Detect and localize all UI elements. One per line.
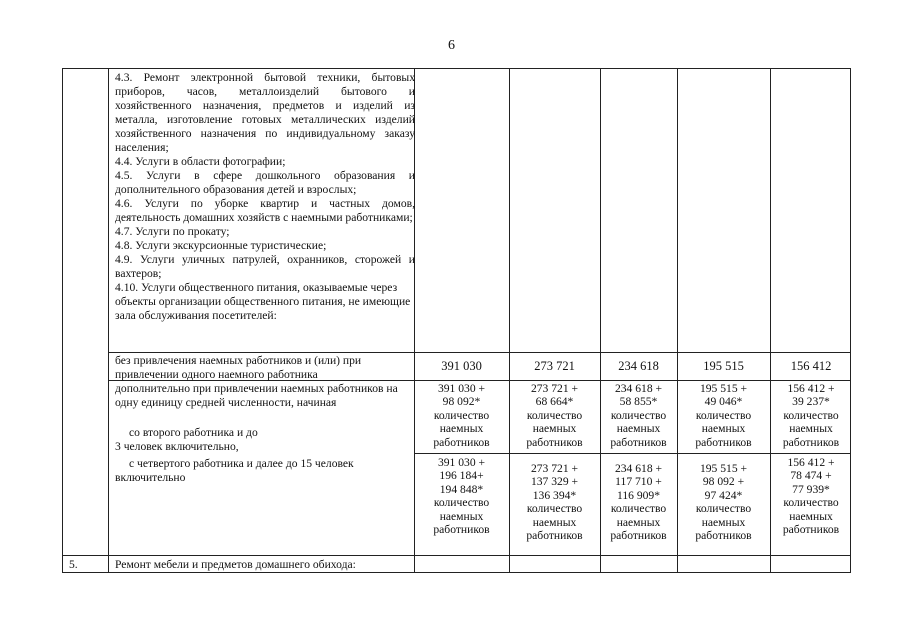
base-row-label: без привлечения наемных работников и (или) при привлечении одного наемного работника xyxy=(115,354,362,381)
service-4-8: 4.8. Услуги экскурсионные туристические; xyxy=(115,239,327,252)
service-4-9: 4.9. Услуги уличных патрулей, охранников, сторожей и вахтеров; xyxy=(115,253,415,280)
service-4-4: 4.4. Услуги в области фотографии; xyxy=(115,155,286,168)
page-number: 6 xyxy=(448,38,455,53)
service-4-6: 4.6. Услуги по уборке квартир и частных домов, деятельность домашних хозяйств с наемными работниками; xyxy=(115,197,415,224)
service-4-5: 4.5. Услуги в сфере дошкольного образования и дополнительного образования детей и взрослых; xyxy=(115,169,415,196)
base-value-3: 234 618 xyxy=(618,359,659,373)
service-4-3: 4.3. Ремонт электронной бытовой техники, бытовых приборов, часов, металлоизделий бытового и хозяйственного назначения, предметов и изделий из металла, изготовление готовых металлических изделий хозяйственного назначения по индивидуальному заказу населения; xyxy=(115,71,415,154)
row-5-label: Ремонт мебели и предметов домашнего обихода: xyxy=(115,558,356,571)
additional-row-label: дополнительно при привлечении наемных работников на одну единицу средней численности, начиная xyxy=(115,382,398,409)
value-cell: 195 515 + 98 092 + 97 424* количество наемных работников xyxy=(695,462,752,543)
base-value-4: 195 515 xyxy=(703,359,744,373)
service-4-10: 4.10. Услуги общественного питания, оказываемые через объекты организации общественного питания, не имеющие зала обслуживания посетителей: xyxy=(115,281,411,322)
additional-subrow-label-b: 3 человек включительно, xyxy=(115,440,239,453)
value-cell: 156 412 + 78 474 + 77 939* количество наемных работников xyxy=(782,456,840,537)
row-5-number: 5. xyxy=(69,558,78,571)
value-cell: 273 721 + 68 664* количество наемных работников xyxy=(526,382,583,449)
tariff-table xyxy=(62,68,851,573)
service-list xyxy=(115,71,415,323)
value-cell: 273 721 + 137 329 + 136 394* количество наемных работников xyxy=(526,462,583,543)
value-cell: 391 030 + 98 092* количество наемных работников xyxy=(433,382,490,449)
additional-subrow-label-c: с четвертого работника и далее до 15 человек включительно xyxy=(115,457,354,484)
value-cell: 234 618 + 58 855* количество наемных работников xyxy=(610,382,667,449)
col-divider xyxy=(108,69,109,572)
row-divider xyxy=(414,453,850,454)
value-cell: 234 618 + 117 710 + 116 909* количество наемных работников xyxy=(610,462,667,543)
base-value-5: 156 412 xyxy=(790,359,832,373)
value-cell: 195 515 + 49 046* количество наемных работников xyxy=(695,382,752,449)
value-cell: 156 412 + 39 237* количество наемных работников xyxy=(782,382,840,449)
row-divider xyxy=(108,352,850,353)
base-value-2: 273 721 xyxy=(534,359,575,373)
value-cell: 391 030 + 196 184+ 194 848* количество наемных работников xyxy=(433,456,490,537)
row-divider xyxy=(63,555,850,556)
service-4-7: 4.7. Услуги по прокату; xyxy=(115,225,230,238)
base-value-1: 391 030 xyxy=(441,359,482,373)
additional-subrow-label-a: со второго работника и до xyxy=(129,426,258,439)
